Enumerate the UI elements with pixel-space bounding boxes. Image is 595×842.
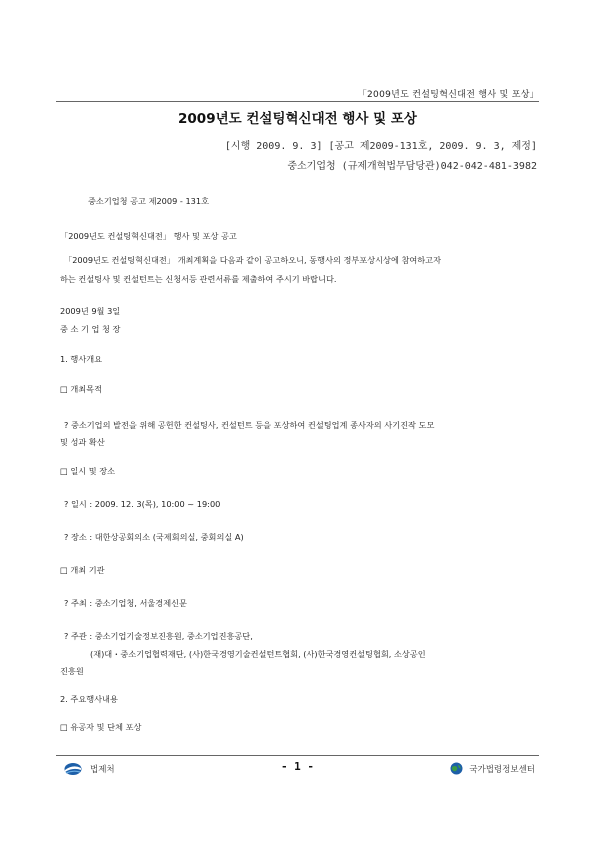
sponsor-line: ? 주관 : 중소기업기술정보진흥원, 중소기업진흥공단, [64,631,253,641]
enforcement-info: [시행 2009. 9. 3] [공고 제2009-131호, 2009. 9. 3, 제정] [224,141,537,152]
sponsor-line: (재)대・중소기업협력재단, (사)한국경영기술컨설턴트협회, (사)한국경영컨설팅협회, 소상공인 [90,649,426,659]
section-heading: 2. 주요행사내용 [60,694,118,704]
host-line: ? 주최 : 중소기업청, 서울경제신문 [64,598,187,608]
sponsor-line: 진흥원 [60,666,84,676]
issue-date: 2009년 9월 3일 [60,306,121,316]
purpose-line: ? 중소기업의 발전을 위해 공헌한 컨설팅사, 컨설턴트 등을 포상하여 컨설팅업계 종사자의 사기진작 도모 [64,420,435,430]
header-divider [56,101,539,102]
document-title: 2009년도 컨설팅혁신대전 행사 및 포상 [178,111,417,127]
intro-paragraph-line: 「2009년도 컨설팅혁신대전」 개최계획을 다음과 같이 공고하오니, 동행사의 정부포상시상에 참여하고자 [64,255,442,265]
notice-title: 「2009년도 컨설팅혁신대전」 행사 및 포상 공고 [60,231,237,241]
subsection-heading: □ 유공자 및 단체 포상 [60,722,142,732]
footer-divider [56,755,539,756]
place-line: ? 장소 : 대한상공회의소 (국제회의실, 중회의실 A) [64,532,244,542]
subsection-heading: □ 일시 및 장소 [60,466,116,476]
section-heading: 1. 행사개요 [60,354,103,364]
purpose-line: 및 성과 확산 [60,437,105,447]
department-contact: 중소기업청 (규제개혁법무담당관)042-042-481-3982 [287,161,537,172]
footer-right [450,762,535,775]
page-number: - 1 - [280,760,315,773]
intro-paragraph-line: 하는 컨설팅사 및 컨설턴트는 신청서등 관련서류를 제출하여 주시기 바랍니다. [60,274,337,284]
datetime-line: ? 일시 : 2009. 12. 3(목), 10:00 ~ 19:00 [64,499,221,509]
issuer: 중 소 기 업 청 장 [60,324,121,334]
subsection-heading: □ 개최목적 [60,384,102,394]
header-tag: 「2009년도 컨설팅혁신대전 행사 및 포상」 [357,90,539,100]
footer-right-label: 국가법령정보센터 [469,764,535,775]
footer-left-label: 법제처 [90,765,115,775]
globe-logo-icon [450,762,463,775]
subsection-heading: □ 개최 기관 [60,565,105,575]
notice-number: 중소기업청 공고 제2009 - 131호 [88,196,210,206]
